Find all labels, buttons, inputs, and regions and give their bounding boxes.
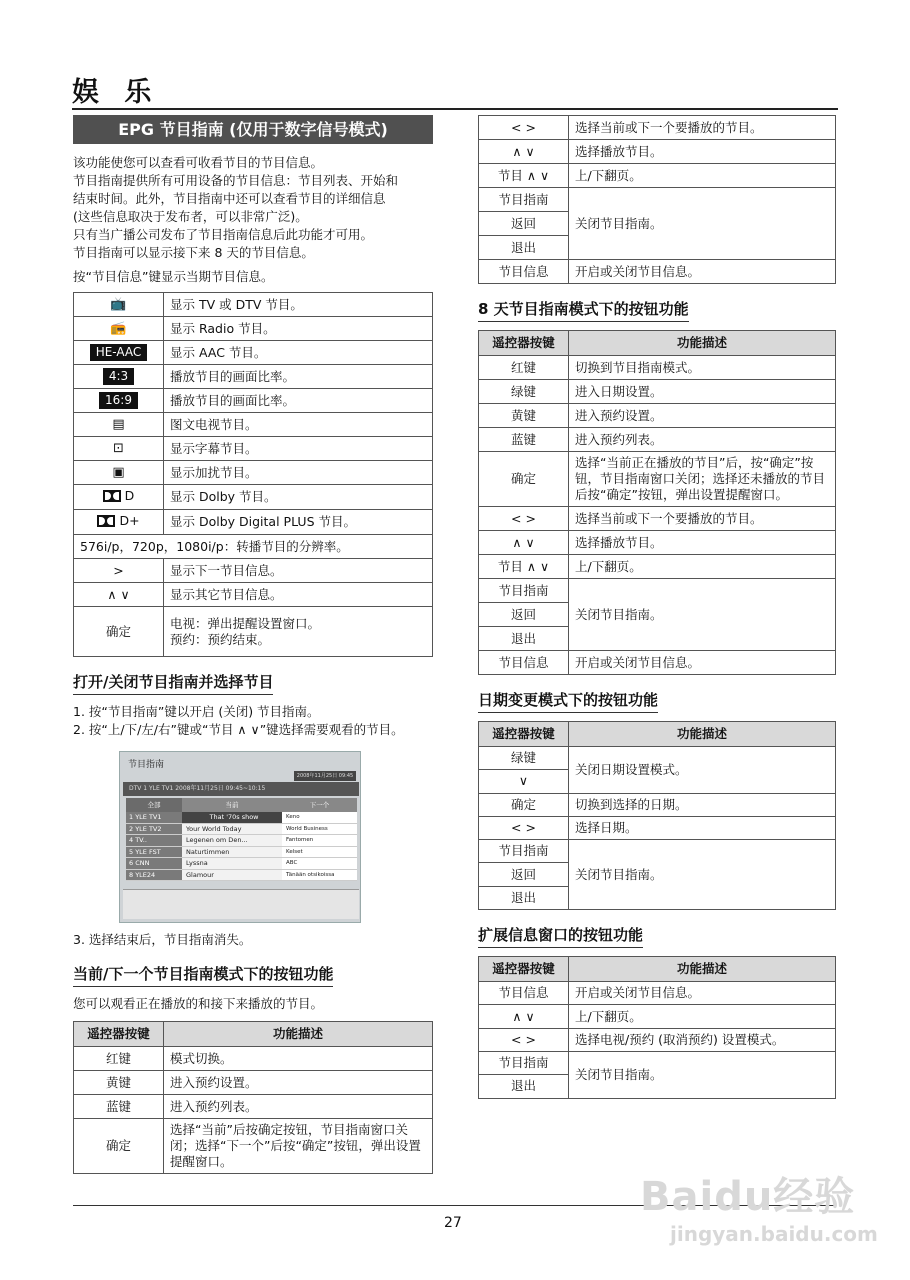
epg-channel: 8 YLE24 [126, 870, 182, 881]
table-row [479, 982, 836, 1005]
icon-cell [74, 437, 164, 461]
table-row [479, 555, 836, 579]
aspect-16-9-tag: 16:9 [99, 392, 138, 409]
epg-row[interactable] [126, 858, 357, 870]
table-key: 节目 ∧ ∨ [479, 164, 569, 188]
epg-channel: 2 YLE TV2 [126, 824, 182, 835]
icon-table [73, 292, 433, 657]
table-row [74, 1071, 433, 1095]
right-column [478, 115, 836, 1099]
table-key: ∧ ∨ [479, 531, 569, 555]
step-line: 1. 按“节目指南”键以开启 (关闭) 节目指南。 [73, 704, 320, 719]
epg-row[interactable] [126, 812, 357, 824]
table-key: ∧ ∨ [479, 1005, 569, 1028]
table-desc: 进入预约设置。 [569, 404, 836, 428]
table-key: 黄键 [74, 1071, 164, 1095]
page-title: 娱 乐 [72, 77, 160, 108]
watermark-brand: Baidu经验 [640, 1174, 856, 1220]
table-key: < > [479, 816, 569, 839]
table-row [479, 140, 836, 164]
dolby-logo-icon [103, 490, 121, 502]
table-row [74, 1095, 433, 1119]
header-func: 功能描述 [569, 957, 836, 982]
epg-channel: 5 YLE FST [126, 847, 182, 858]
table-row [479, 531, 836, 555]
epg-header-all: 全部 [126, 798, 182, 812]
header-divider [72, 108, 838, 110]
epg-now: Your World Today [182, 824, 282, 835]
table-row [479, 452, 836, 507]
epg-next: World Business [282, 824, 357, 835]
table-row [479, 1028, 836, 1051]
table-desc: 选择电视/预约 (取消预约) 设置模式。 [569, 1028, 836, 1051]
table-row [74, 1047, 433, 1071]
epg-screenshot [119, 751, 361, 923]
info-line: 按“节目信息”键显示当期节目信息。 [73, 269, 274, 284]
table-key: ∧ ∨ [479, 140, 569, 164]
epg-next: Keno [282, 812, 357, 823]
epg-header-now: 当前 [182, 798, 282, 812]
section-intro: 您可以观看正在播放的和接下来播放的节目。 [73, 996, 324, 1011]
icon-cell [74, 365, 164, 389]
epg-info-bar: DTV 1 YLE TV1 2008年11月25日 09:45~10:15 [123, 782, 359, 796]
current-mode-table [73, 1021, 433, 1174]
table-desc: 显示其它节目信息。 [164, 583, 433, 607]
epg-now: Lyssna [182, 858, 282, 869]
epg-row[interactable] [126, 870, 357, 882]
epg-row[interactable] [126, 824, 357, 836]
table-key: 确定 [74, 607, 164, 657]
table-desc: 显示 Dolby 节目。 [164, 485, 433, 510]
table-row [479, 428, 836, 452]
table-row [479, 380, 836, 404]
table-desc: 显示 Dolby Digital PLUS 节目。 [164, 510, 433, 535]
table-key: 蓝键 [74, 1095, 164, 1119]
table-desc: 关闭节目指南。 [569, 1051, 836, 1098]
icon-cell [74, 317, 164, 341]
watermark-url: jingyan.baidu.com [670, 1222, 878, 1246]
epg-next: Tänään otsikoissa [282, 870, 357, 881]
table-desc: 显示加扰节目。 [164, 461, 433, 485]
epg-grid [126, 798, 357, 881]
table-key: 节目信息 [479, 260, 569, 284]
table-desc: 选择“当前正在播放的节目”后，按“确定”按钮，节目指南窗口关闭；选择还未播放的节目后按“确定”按钮，弹出设置提醒窗口。 [569, 452, 836, 507]
intro-paragraph [73, 154, 433, 262]
tv-icon: 📺 [110, 297, 127, 312]
icon-cell [74, 461, 164, 485]
dolby-d-icon [103, 488, 135, 504]
table-desc: 选择“当前”后按确定按钮，节目指南窗口关闭；选择“下一个”后按“确定”按钮，弹出设置提醒窗口。 [164, 1119, 433, 1174]
table-desc: 显示 TV 或 DTV 节目。 [164, 293, 433, 317]
epg-footer [123, 889, 359, 919]
table-row [479, 1051, 836, 1074]
section-heading: 日期变更模式下的按钮功能 [478, 689, 658, 713]
table-desc: 进入预约设置。 [164, 1071, 433, 1095]
table-key: < > [479, 507, 569, 531]
radio-icon: 📻 [110, 321, 127, 336]
table-desc: 开启或关闭节目信息。 [569, 982, 836, 1005]
current-mode-table-continued [478, 115, 836, 284]
desc-line: 电视：弹出提醒设置窗口。 [170, 615, 321, 631]
table-desc: 进入预约列表。 [569, 428, 836, 452]
epg-channel: 4 TV.. [126, 835, 182, 846]
table-row [479, 1005, 836, 1028]
table-key: 节目指南 [479, 1051, 569, 1074]
table-row [479, 651, 836, 675]
table-key: ∨ [479, 770, 569, 793]
left-column [73, 115, 433, 1174]
table-key: 红键 [479, 356, 569, 380]
table-key: 节目信息 [479, 651, 569, 675]
header-func: 功能描述 [164, 1022, 433, 1047]
epg-now: Legenen om Den... [182, 835, 282, 846]
step-line: 3. 选择结束后，节目指南消失。 [73, 932, 252, 947]
icon-cell [74, 510, 164, 535]
epg-now: Glamour [182, 870, 282, 881]
intro-line: 只有当广播公司发布了节目指南信息后此功能才可用。 [73, 227, 374, 242]
dolby-suffix: D+ [119, 513, 140, 528]
date-change-table [478, 721, 836, 910]
table-row [479, 579, 836, 603]
epg-title: 节目指南 [128, 760, 165, 770]
table-key: 确定 [74, 1119, 164, 1174]
table-desc: 关闭节目指南。 [569, 579, 836, 651]
table-row [479, 816, 836, 839]
table-desc: 切换到节目指南模式。 [569, 356, 836, 380]
table-desc [164, 607, 433, 657]
table-row [479, 116, 836, 140]
table-row [479, 507, 836, 531]
scrambled-icon: ▣ [112, 465, 125, 480]
epg-now: That '70s show [182, 812, 282, 823]
icon-cell [74, 389, 164, 413]
table-key: 退出 [479, 1075, 569, 1098]
table-key: 确定 [479, 452, 569, 507]
table-desc: 图文电视节目。 [164, 413, 433, 437]
desc-line: 预约：预约结束。 [170, 631, 271, 647]
header-func: 功能描述 [569, 331, 836, 356]
table-key: 红键 [74, 1047, 164, 1071]
dolby-d-plus-icon [97, 513, 139, 529]
epg-channel: 6 CNN [126, 858, 182, 869]
table-desc: 选择播放节目。 [569, 140, 836, 164]
table-row [479, 164, 836, 188]
table-desc: 选择当前或下一个要播放的节目。 [569, 116, 836, 140]
table-row [479, 793, 836, 816]
table-desc: 关闭节目指南。 [569, 840, 836, 910]
table-desc: 选择日期。 [569, 816, 836, 839]
table-desc: 显示字幕节目。 [164, 437, 433, 461]
icon-cell [74, 293, 164, 317]
header-key: 遥控器按键 [479, 722, 569, 747]
table-desc: 上/下翻页。 [569, 1005, 836, 1028]
epg-header-next: 下一个 [282, 798, 357, 812]
epg-channel: 1 YLE TV1 [126, 812, 182, 823]
intro-line: 结束时间。此外，节目指南中还可以查看节目的详细信息 [73, 191, 386, 206]
table-desc: 显示 AAC 节目。 [164, 341, 433, 365]
table-desc: 模式切换。 [164, 1047, 433, 1071]
intro-line: 节目指南可以显示接下来 8 天的节目信息。 [73, 245, 314, 260]
table-key: ∧ ∨ [74, 583, 164, 607]
epg-next: Kelset [282, 847, 357, 858]
table-desc: 上/下翻页。 [569, 164, 836, 188]
epg-now: Naturtimmen [182, 847, 282, 858]
eight-day-table [478, 330, 836, 675]
table-key: 节目指南 [479, 579, 569, 603]
epg-row[interactable] [126, 835, 357, 847]
dolby-logo-icon [97, 515, 115, 527]
section-heading: 打开/关闭节目指南并选择节目 [73, 671, 273, 695]
epg-date: 2008年11月25日 09:45 [294, 771, 356, 781]
table-row [479, 404, 836, 428]
table-key: 退出 [479, 886, 569, 909]
table-desc: 显示 Radio 节目。 [164, 317, 433, 341]
table-key: > [74, 559, 164, 583]
table-row [479, 840, 836, 863]
table-key: 绿键 [479, 747, 569, 770]
table-key: 节目信息 [479, 982, 569, 1005]
page-number: 27 [444, 1215, 462, 1231]
intro-line: 节目指南提供所有可用设备的节目信息：节目列表、开始和 [73, 173, 399, 188]
resolution-row: 576i/p，720p，1080i/p：转播节目的分辨率。 [74, 535, 433, 559]
icon-cell [74, 413, 164, 437]
epg-next: ABC [282, 858, 357, 869]
table-key: 返回 [479, 212, 569, 236]
section-heading: 8 天节目指南模式下的按钮功能 [478, 298, 689, 322]
table-desc: 进入日期设置。 [569, 380, 836, 404]
table-desc: 选择播放节目。 [569, 531, 836, 555]
aspect-4-3-tag: 4:3 [103, 368, 134, 385]
table-key: < > [479, 116, 569, 140]
table-key: 绿键 [479, 380, 569, 404]
epg-row[interactable] [126, 847, 357, 859]
table-key: 返回 [479, 603, 569, 627]
table-desc: 播放节目的画面比率。 [164, 365, 433, 389]
section-heading: 当前/下一个节目指南模式下的按钮功能 [73, 963, 333, 987]
table-desc: 播放节目的画面比率。 [164, 389, 433, 413]
table-key: 蓝键 [479, 428, 569, 452]
table-row [479, 747, 836, 770]
section-banner: EPG 节目指南 (仅用于数字信号模式) [73, 115, 433, 144]
table-desc: 开启或关闭节目信息。 [569, 651, 836, 675]
table-key: 节目指南 [479, 188, 569, 212]
table-desc: 显示下一节目信息。 [164, 559, 433, 583]
table-desc: 关闭日期设置模式。 [569, 747, 836, 794]
he-aac-tag: HE-AAC [90, 344, 148, 361]
table-desc: 关闭节目指南。 [569, 188, 836, 260]
epg-next: Fantomen [282, 835, 357, 846]
icon-cell [74, 341, 164, 365]
dolby-suffix: D [124, 488, 135, 503]
table-desc: 切换到选择的日期。 [569, 793, 836, 816]
header-key: 遥控器按键 [479, 331, 569, 356]
table-key: < > [479, 1028, 569, 1051]
subtitle-icon: ⊡ [113, 441, 124, 456]
intro-line: (这些信息取决于发布者，可以非常广泛)。 [73, 209, 308, 224]
table-row [479, 188, 836, 212]
table-key: 节目指南 [479, 840, 569, 863]
extended-info-table [478, 956, 836, 1098]
table-key: 返回 [479, 863, 569, 886]
header-func: 功能描述 [569, 722, 836, 747]
watermark-logo [640, 1165, 878, 1246]
table-key: 黄键 [479, 404, 569, 428]
table-desc: 进入预约列表。 [164, 1095, 433, 1119]
table-row [479, 260, 836, 284]
step-line: 2. 按“上/下/左/右”键或“节目 ∧ ∨”键选择需要观看的节目。 [73, 722, 404, 737]
table-key: 退出 [479, 627, 569, 651]
table-key: 退出 [479, 236, 569, 260]
table-row [479, 356, 836, 380]
table-desc: 开启或关闭节目信息。 [569, 260, 836, 284]
header-key: 遥控器按键 [479, 957, 569, 982]
table-desc: 选择当前或下一个要播放的节目。 [569, 507, 836, 531]
table-key: 节目 ∧ ∨ [479, 555, 569, 579]
table-row [74, 1119, 433, 1174]
table-desc: 上/下翻页。 [569, 555, 836, 579]
teletext-icon: ▤ [112, 417, 125, 432]
section-heading: 扩展信息窗口的按钮功能 [478, 924, 643, 948]
intro-line: 该功能使您可以查看可收看节目的节目信息。 [73, 155, 324, 170]
header-key: 遥控器按键 [74, 1022, 164, 1047]
table-key: 确定 [479, 793, 569, 816]
icon-cell [74, 485, 164, 510]
